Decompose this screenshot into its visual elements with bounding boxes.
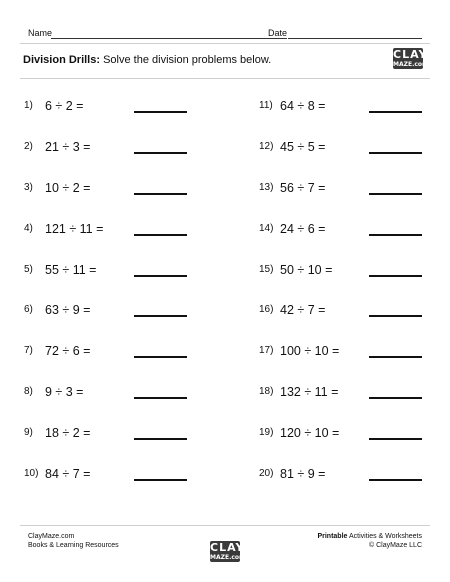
problem-number: 5) (24, 263, 33, 275)
problem-number: 14) (259, 222, 274, 234)
problem-number: 1) (24, 100, 33, 111)
answer-line[interactable] (369, 275, 422, 277)
problem-number: 12) (259, 140, 274, 152)
answer-line[interactable] (369, 315, 422, 317)
problem-row (259, 384, 450, 425)
answer-line[interactable] (369, 438, 422, 440)
problem-number: 2) (24, 140, 33, 152)
footer-left (28, 532, 119, 550)
problem-row (259, 425, 450, 466)
answer-line[interactable] (134, 193, 187, 195)
problem-number: 15) (259, 263, 274, 275)
problem-expression: 18 ÷ 2 = (45, 426, 91, 441)
footer-right (317, 532, 422, 550)
logo-maze-text: MAZE.com (210, 554, 246, 561)
problem-row (24, 302, 224, 343)
problem-expression: 50 ÷ 10 = (280, 262, 333, 277)
problem-row (24, 466, 224, 507)
problem-number: 13) (259, 181, 274, 193)
answer-line[interactable] (369, 152, 422, 154)
problem-row (24, 343, 224, 384)
problems-column-right (259, 98, 450, 507)
answer-line[interactable] (134, 397, 187, 399)
logo-clay-text: CLAY (393, 48, 428, 61)
footer-printable-rest: Activities & Worksheets (348, 533, 422, 540)
answer-line[interactable] (369, 111, 422, 113)
problem-number: 18) (259, 386, 274, 398)
problem-row (24, 262, 224, 303)
problem-row (24, 139, 224, 180)
problem-expression: 72 ÷ 6 = (45, 344, 91, 359)
answer-line[interactable] (134, 438, 187, 440)
claymaze-logo (393, 48, 429, 69)
problem-number: 8) (24, 386, 33, 398)
answer-line[interactable] (134, 152, 187, 154)
answer-line[interactable] (134, 356, 187, 358)
problem-expression: 56 ÷ 7 = (280, 180, 326, 195)
logo-maze-text: MAZE.com (393, 61, 429, 68)
problem-expression: 81 ÷ 9 = (280, 467, 326, 482)
answer-line[interactable] (134, 111, 187, 113)
answer-line[interactable] (369, 479, 422, 481)
problem-number: 7) (24, 345, 33, 357)
problem-row (259, 343, 450, 384)
problem-row (259, 466, 450, 507)
date-line (288, 38, 422, 39)
footer-printable (317, 532, 422, 541)
problem-expression: 120 ÷ 10 = (280, 426, 340, 441)
problem-row (259, 98, 450, 139)
problem-row (259, 302, 450, 343)
answer-line[interactable] (369, 234, 422, 236)
problem-expression: 63 ÷ 9 = (45, 303, 91, 318)
title-divider (20, 78, 430, 79)
answer-line[interactable] (134, 315, 187, 317)
problem-expression: 100 ÷ 10 = (280, 344, 340, 359)
problem-expression: 6 ÷ 2 = (45, 99, 84, 113)
footer-divider (20, 525, 430, 526)
problem-expression: 121 ÷ 11 = (45, 221, 104, 236)
problem-number: 9) (24, 427, 33, 439)
problem-expression: 9 ÷ 3 = (45, 385, 84, 400)
problem-expression: 45 ÷ 5 = (280, 139, 326, 154)
footer-copyright: © ClayMaze LLC (368, 542, 422, 549)
problem-row (259, 262, 450, 303)
problem-row (24, 221, 224, 262)
answer-line[interactable] (369, 397, 422, 399)
footer-printable-bold: Printable (317, 533, 348, 540)
problem-number: 16) (259, 304, 274, 316)
problem-expression: 132 ÷ 11 = (280, 385, 339, 400)
problem-row (24, 384, 224, 425)
name-line (51, 38, 287, 39)
answer-line[interactable] (134, 275, 187, 277)
problems-column-left (24, 98, 224, 507)
worksheet-title (23, 53, 271, 67)
problem-row (259, 221, 450, 262)
problem-expression: 10 ÷ 2 = (45, 180, 91, 195)
title-bold: Division Drills: (23, 54, 101, 66)
problem-number: 10) (24, 468, 39, 480)
answer-line[interactable] (369, 193, 422, 195)
footer-site: ClayMaze.com (28, 533, 75, 540)
problem-expression: 21 ÷ 3 = (45, 139, 91, 154)
problem-row (259, 139, 450, 180)
problem-number: 6) (24, 304, 33, 316)
logo-clay-text: CLAY (210, 541, 245, 554)
name-label: Name (28, 28, 53, 38)
problem-expression: 24 ÷ 6 = (280, 221, 326, 236)
answer-line[interactable] (369, 356, 422, 358)
problem-expression: 55 ÷ 11 = (45, 262, 97, 277)
claymaze-footer-logo (210, 541, 246, 562)
problem-expression: 64 ÷ 8 = (280, 99, 326, 113)
problem-row (259, 180, 450, 221)
problem-number: 19) (259, 427, 274, 439)
problem-expression: 84 ÷ 7 = (45, 467, 91, 482)
answer-line[interactable] (134, 234, 187, 236)
date-label: Date (268, 28, 288, 38)
problem-expression: 42 ÷ 7 = (280, 303, 326, 318)
footer-tagline: Books & Learning Resources (28, 542, 119, 549)
answer-line[interactable] (134, 479, 187, 481)
problem-row (24, 425, 224, 466)
title-instructions: Solve the division problems below. (103, 54, 272, 66)
problem-number: 17) (259, 345, 274, 357)
problem-number: 20) (259, 468, 274, 480)
problem-number: 11) (259, 100, 273, 111)
top-divider (20, 43, 430, 44)
problem-row (24, 98, 224, 139)
problem-row (24, 180, 224, 221)
problem-number: 3) (24, 181, 33, 193)
problems-grid (0, 98, 450, 508)
name-date-row (28, 26, 422, 40)
problem-number: 4) (24, 222, 33, 234)
